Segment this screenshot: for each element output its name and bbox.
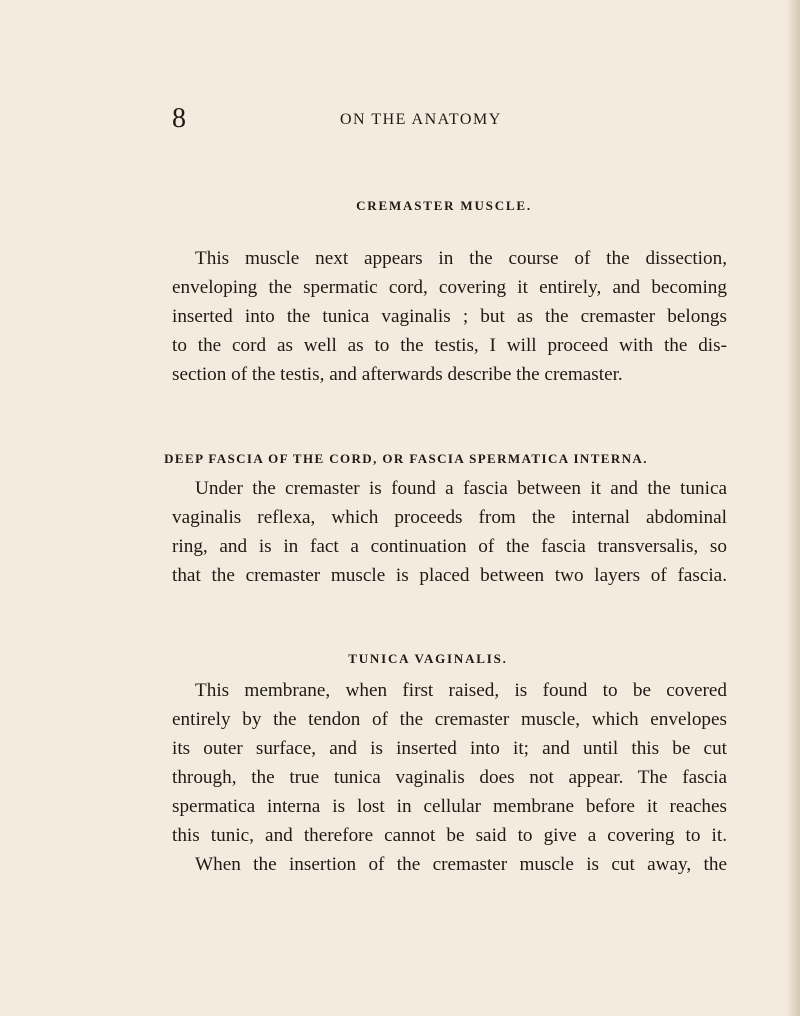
text-line: to the cord as well as to the testis, I will proceed with the dis- xyxy=(172,335,727,356)
text-line: section of the testis, and afterwards describe the cremaster. xyxy=(172,364,623,385)
text-line: When the insertion of the cremaster muscle is cut away, the xyxy=(195,854,727,875)
text-line: This muscle next appears in the course of the dissection, xyxy=(195,248,727,269)
text-line: that the cremaster muscle is placed between two layers of fascia. xyxy=(172,565,727,586)
section-heading-deep-fascia: DEEP FASCIA OF THE CORD, OR FASCIA SPERMATICA INTERNA. xyxy=(164,451,648,466)
paragraph-cremaster-muscle xyxy=(172,244,727,389)
text-line: enveloping the spermatic cord, covering it entirely, and becoming xyxy=(172,277,727,298)
page-edge-shadow xyxy=(786,0,800,1016)
paragraph-deep-fascia xyxy=(172,474,727,590)
text-line: entirely by the tendon of the cremaster muscle, which envelopes xyxy=(172,709,727,730)
text-line: its outer surface, and is inserted into it; and until this be cut xyxy=(172,738,727,759)
text-line: inserted into the tunica vaginalis ; but as the cremaster belongs xyxy=(172,306,727,327)
paragraph-tunica-vaginalis xyxy=(172,676,727,879)
section-heading-tunica-vaginalis: TUNICA VAGINALIS. xyxy=(348,651,508,666)
text-line: vaginalis reflexa, which proceeds from the internal abdominal xyxy=(172,507,727,528)
text-line: this tunic, and therefore cannot be said to give a covering to it. xyxy=(172,825,727,846)
page-number: 8 xyxy=(172,103,186,134)
text-line: spermatica interna is lost in cellular membrane before it reaches xyxy=(172,796,727,817)
running-head xyxy=(0,104,800,134)
section-heading-cremaster-muscle: CREMASTER MUSCLE. xyxy=(356,198,532,213)
text-line: ring, and is in fact a continuation of the fascia transversalis, so xyxy=(172,536,727,557)
running-title: ON THE ANATOMY xyxy=(340,111,502,128)
text-line: Under the cremaster is found a fascia between it and the tunica xyxy=(195,478,727,499)
text-line: This membrane, when first raised, is found to be covered xyxy=(195,680,727,701)
text-line: through, the true tunica vaginalis does not appear. The fascia xyxy=(172,767,727,788)
